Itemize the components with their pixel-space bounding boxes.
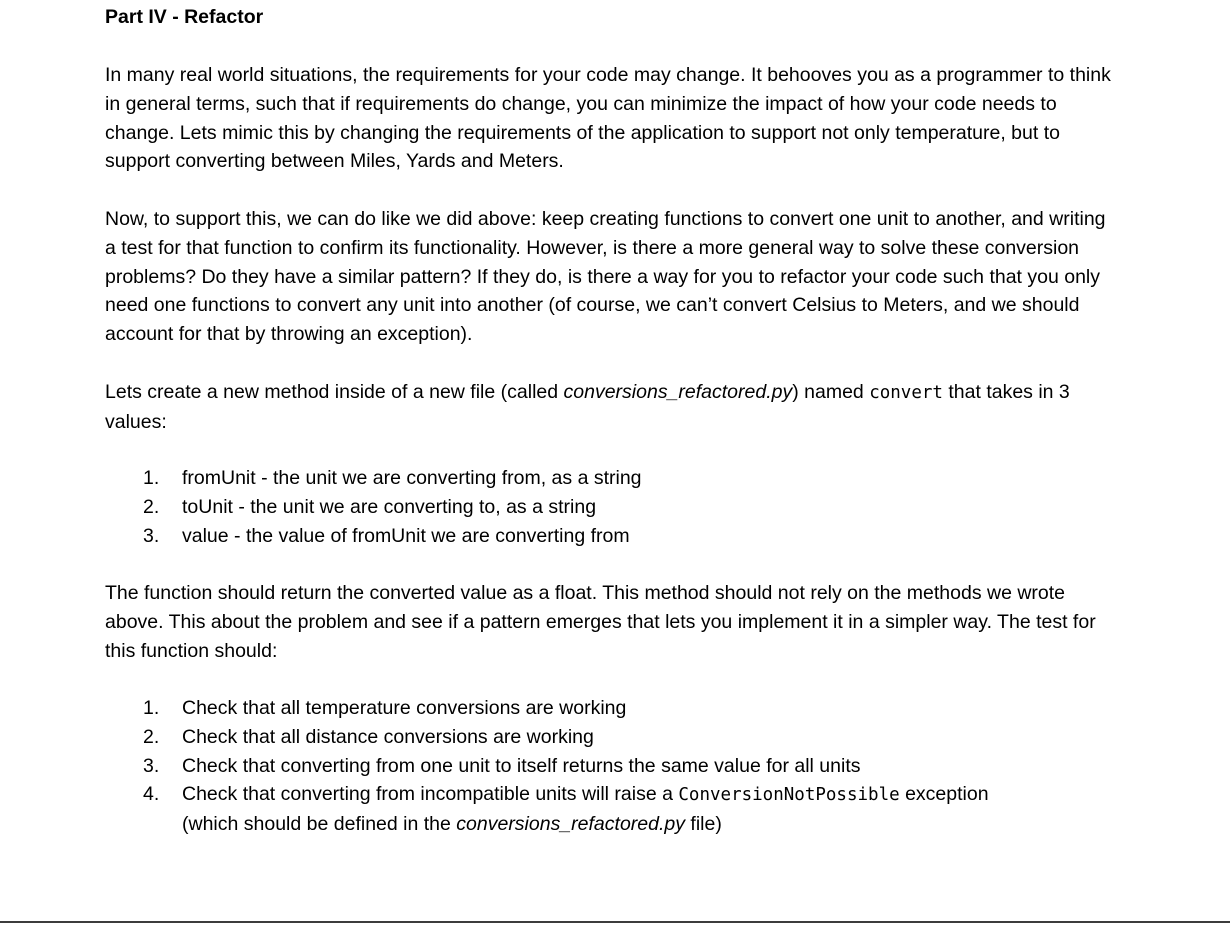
text: Lets create a new method inside of a new file (called bbox=[105, 381, 564, 403]
parameter-list bbox=[143, 464, 1083, 550]
list-number: 4. bbox=[143, 783, 160, 806]
text: exception bbox=[899, 783, 989, 806]
list-item bbox=[143, 522, 1083, 551]
paragraph-function-return: The function should return the converted value as a float. This method should not rely on the methods we wrote above. This about the problem and see if a pattern emerges that lets you implement it in a simpler way. The test for this function should: bbox=[105, 582, 1096, 662]
list-number: 3. bbox=[143, 754, 160, 777]
list-number: 2. bbox=[143, 495, 160, 518]
section-heading: Part IV - Refactor bbox=[105, 6, 264, 28]
list-number: 1. bbox=[143, 697, 160, 719]
page-bottom-divider bbox=[0, 921, 1230, 923]
list-text: toUnit - the unit we are converting to, as a string bbox=[182, 495, 597, 518]
text: ) named bbox=[792, 381, 870, 403]
list-text: value - the value of fromUnit we are converting from bbox=[182, 524, 630, 547]
paragraph-requirements: In many real world situations, the requirements for your code may change. It behooves you as a programmer to think in general terms, such that if requirements do change, you can minimize the impact of how your code needs to change. Lets mimic this by changing the requirements of the application to support not only temperature, but to support converting between Miles, Yards and Meters. bbox=[105, 64, 1111, 173]
text: (which should be defined in the bbox=[182, 813, 457, 836]
list-item bbox=[143, 723, 1083, 752]
list-number: 1. bbox=[143, 467, 160, 489]
text: that takes in 3 values: bbox=[105, 381, 1070, 433]
list-text: Check that all distance conversions are working bbox=[182, 725, 594, 748]
list-item bbox=[143, 464, 1083, 493]
list-text: fromUnit - the unit we are converting from, as a string bbox=[182, 467, 642, 489]
text: Check that converting from incompatible units will raise a bbox=[182, 783, 679, 806]
code-convert: convert bbox=[869, 383, 943, 403]
list-item bbox=[143, 493, 1083, 522]
list-text bbox=[182, 783, 989, 835]
paragraph-general-approach: Now, to support this, we can do like we did above: keep creating functions to convert one unit to another, and writing a test for that function to confirm its functionality. However, is there a more general way to solve these conversion problems? Do they have a similar pattern? If they do, is there a way for you to refactor your code such that you only need one functions to convert any unit into another (of course, we can’t convert Celsius to Meters, and we should account for that by throwing an exception). bbox=[105, 208, 1106, 346]
list-item bbox=[143, 780, 1083, 839]
list-number: 3. bbox=[143, 524, 160, 547]
filename: conversions_refactored.py bbox=[456, 813, 685, 836]
list-text: Check that all temperature conversions are working bbox=[182, 697, 627, 719]
list-number: 2. bbox=[143, 725, 160, 748]
paragraph-convert-method bbox=[105, 378, 1115, 437]
list-item bbox=[143, 694, 1083, 723]
test-requirements-list bbox=[143, 694, 1083, 839]
list-item bbox=[143, 752, 1083, 781]
filename: conversions_refactored.py bbox=[563, 381, 793, 403]
text: file) bbox=[685, 813, 722, 836]
list-text: Check that converting from one unit to itself returns the same value for all units bbox=[182, 754, 861, 777]
code-exception: ConversionNotPossible bbox=[678, 785, 900, 806]
